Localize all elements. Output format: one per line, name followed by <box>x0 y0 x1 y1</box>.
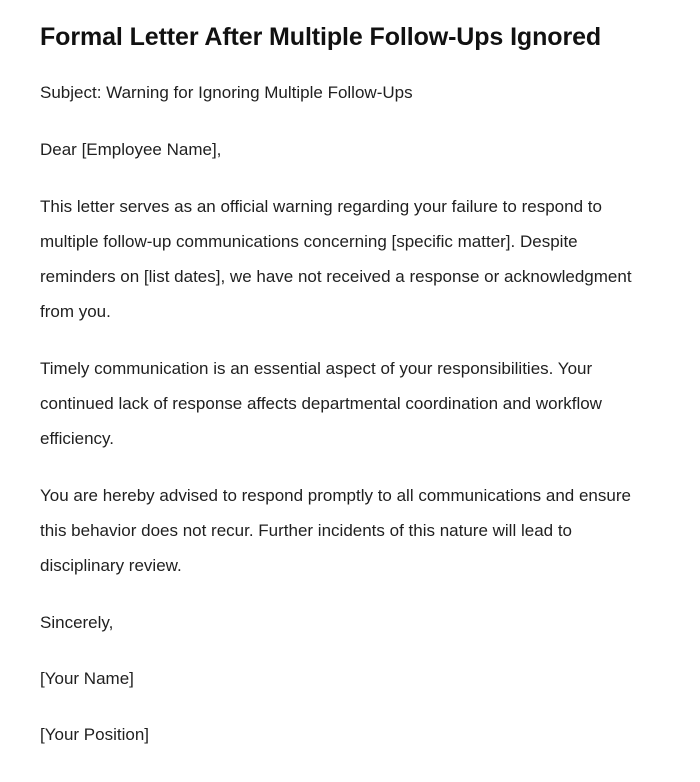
page-title: Formal Letter After Multiple Follow-Ups Ignored <box>40 23 602 51</box>
letter-subject-line: Subject: Warning for Ignoring Multiple Follow-Ups <box>40 83 413 103</box>
letter-body-paragraph-2: Timely communication is an essential aspect of your responsibilities. Your continued lack of response affects departmental coordination and workflow efficiency. <box>40 359 602 449</box>
letter-body-paragraph-3: You are hereby advised to respond promptly to all communications and ensure this behavior does not recur. Further incidents of this nature will lead to disciplinary review. <box>40 486 631 576</box>
letter-closing: Sincerely, <box>40 613 114 633</box>
letter-signature-position: [Your Position] <box>40 725 149 745</box>
letter-salutation: Dear [Employee Name], <box>40 140 222 160</box>
letter-signature-name: [Your Name] <box>40 669 134 689</box>
letter-body-paragraph-1: This letter serves as an official warning regarding your failure to respond to multiple follow-up communications concerning [specific matter]. Despite reminders on [list dates], we have not received a response or acknowledgment from you. <box>40 197 632 322</box>
